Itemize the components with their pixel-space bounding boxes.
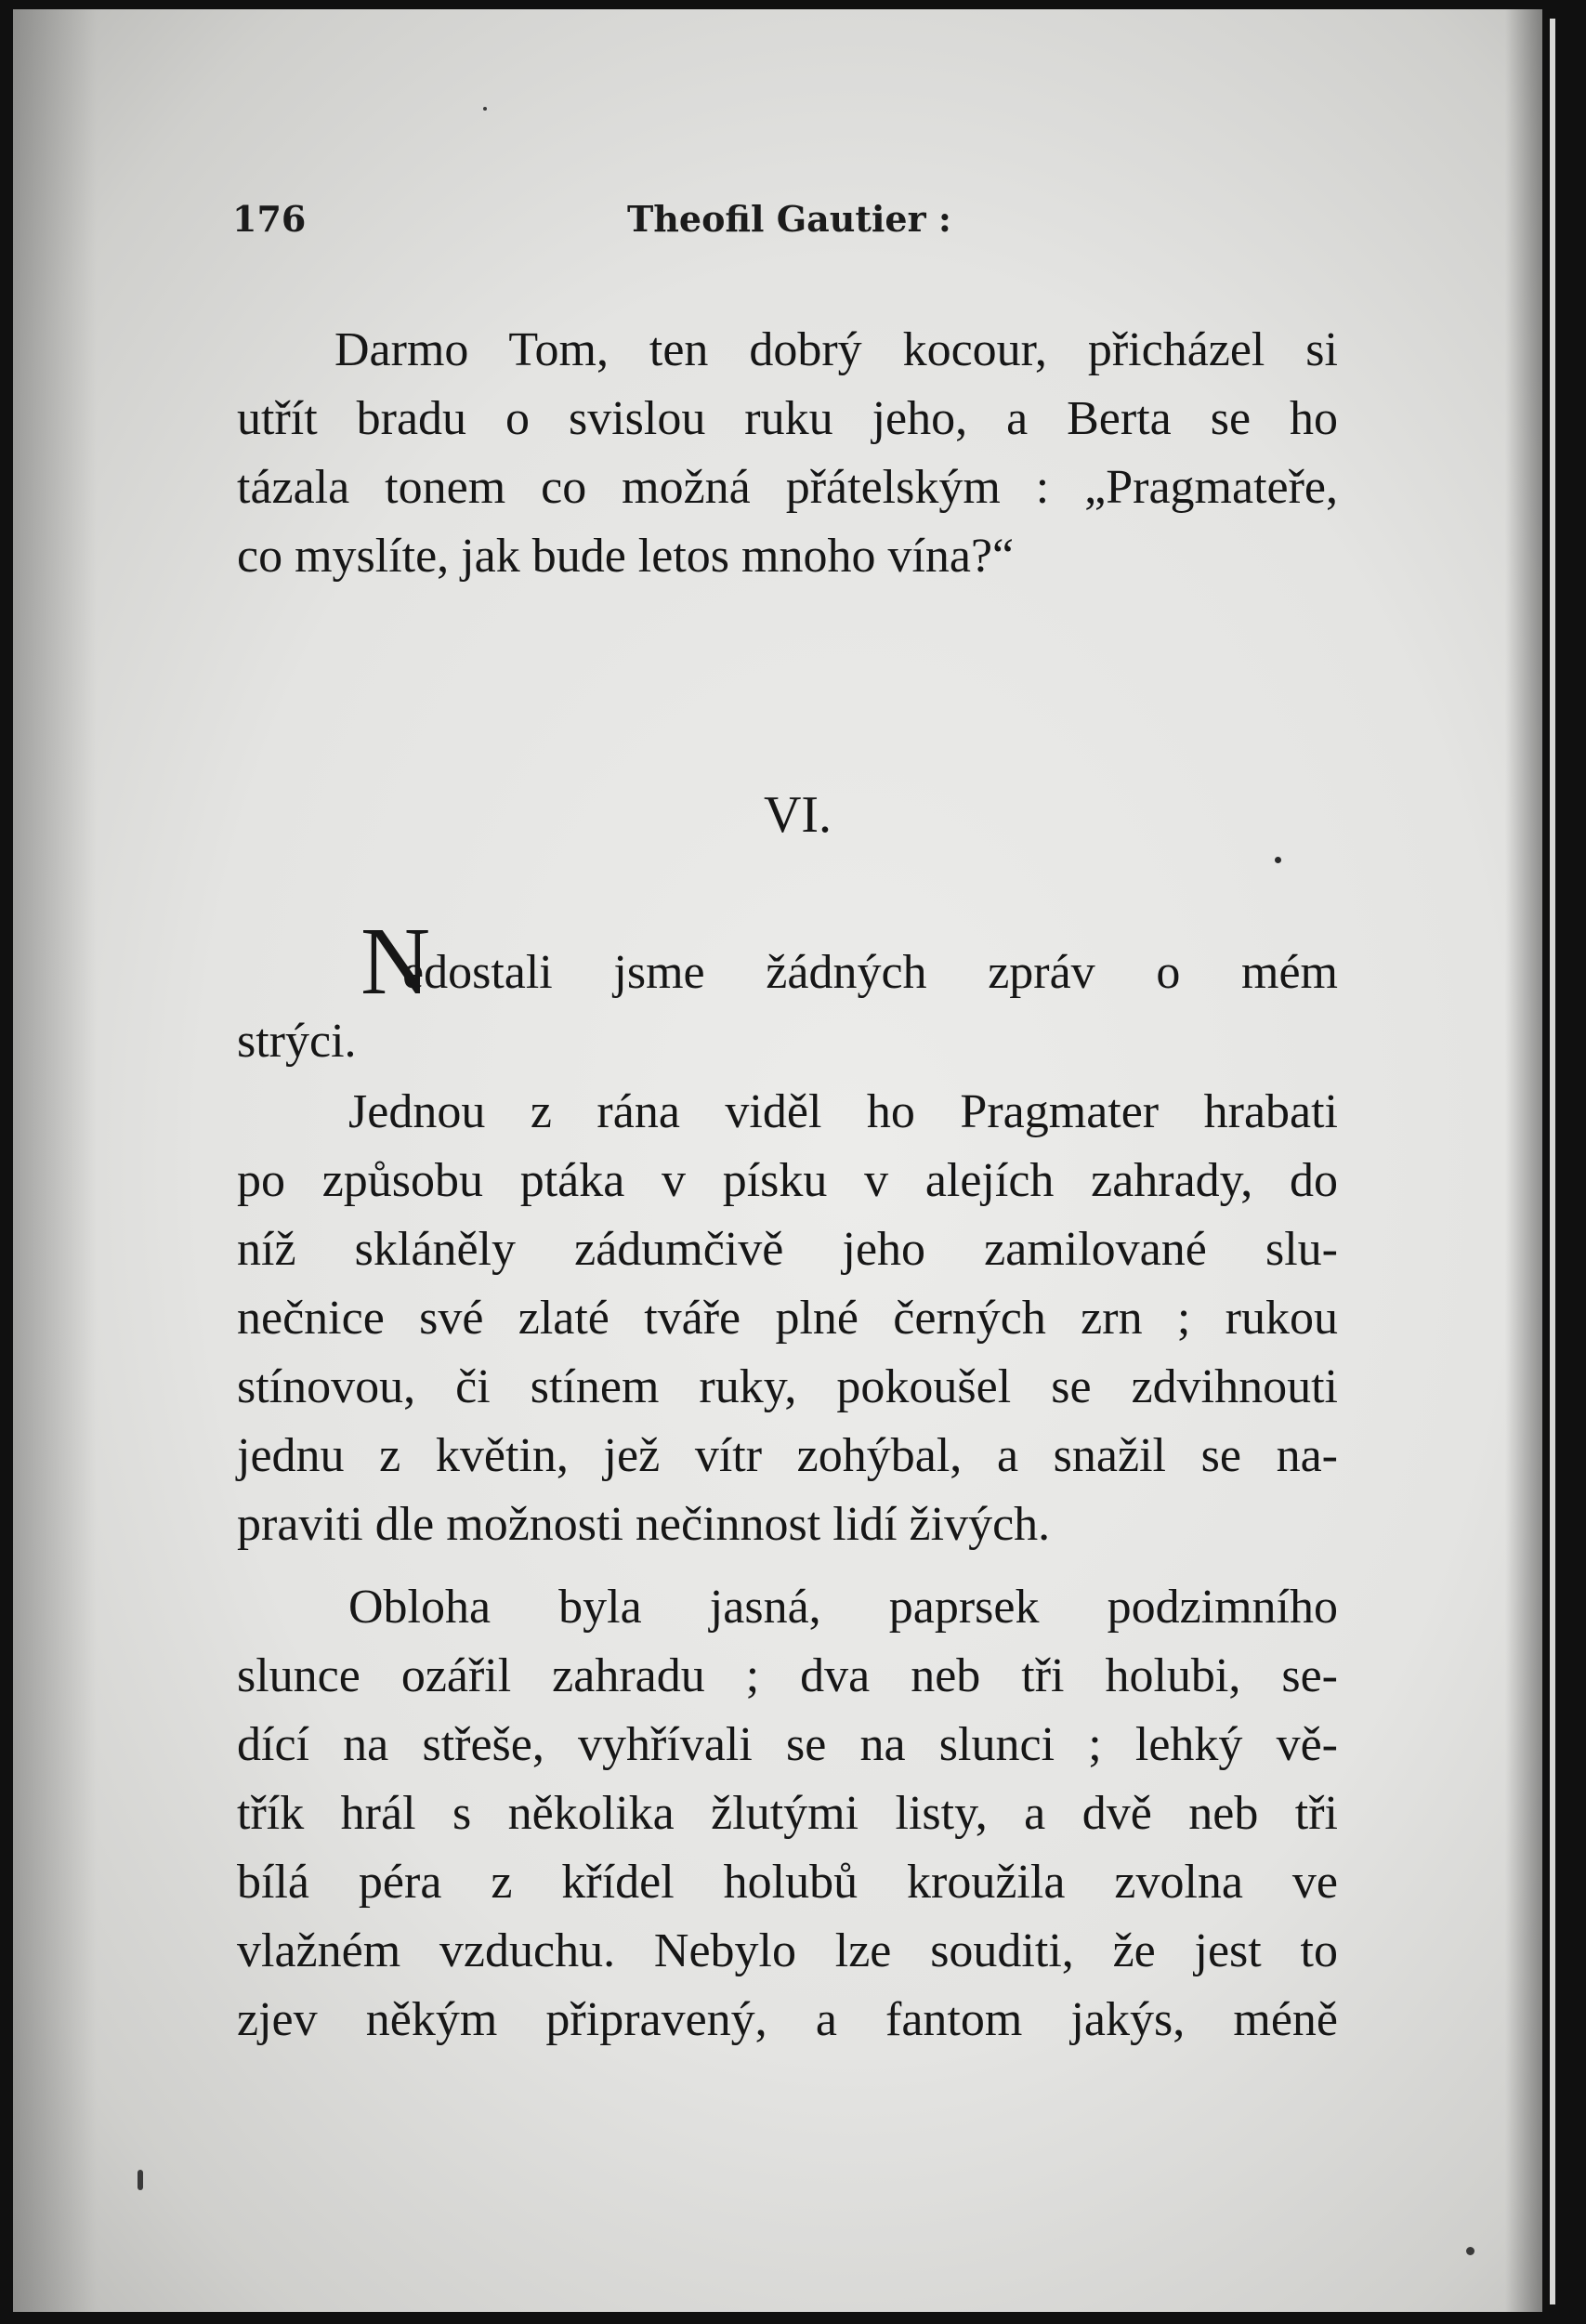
text-line: Darmo Tom, ten dobrý kocour, přicházel si [334,323,1338,376]
paragraph-2 [237,939,1338,1076]
text-line: bílá péra z křídel holubů kroužila zvolna ve [237,1856,1338,1909]
running-title: Theofil Gautier : [627,198,951,240]
text-line: dící na střeše, vyhřívali se na slunci ; lehký vě- [237,1718,1338,1771]
page-number: 176 [232,198,307,240]
text-line: utřít bradu o svislou ruku jeho, a Berta se ho [237,392,1338,445]
print-speck [1466,2247,1475,2255]
print-speck [483,107,487,111]
text-line: tázala tonem co možná přátelským : „Pragmateře, [237,461,1338,514]
paragraph-1 [237,316,1338,591]
paragraph-4 [237,1573,1338,2055]
text-line: praviti dle možnosti nečinnost lidí živých. [237,1498,1051,1551]
text-line: co myslíte, jak bude letos mnoho vína?“ [237,530,1015,583]
paragraph-3 [237,1078,1338,1559]
text-line: stínovou, či stínem ruky, pokoušel se zdvihnouti [237,1360,1338,1413]
text-line: Jednou z rána viděl ho Pragmater hrabati [348,1085,1338,1138]
text-line: třík hrál s několika žlutými listy, a dvě neb tři [237,1787,1338,1840]
chapter-heading: VI. [763,786,832,844]
text-line: slunce ozářil zahradu ; dva neb tři holubi, se- [237,1649,1338,1702]
text-line: níž skláněly zádumčivě jeho zamilované slu- [237,1223,1338,1276]
running-head [232,198,1347,244]
text-line: edostali jsme žádných zpráv o mém [402,946,1338,999]
text-line: Obloha byla jasná, paprsek podzimního [348,1581,1338,1634]
text-line: jednu z květin, jež vítr zohýbal, a snažil se na- [237,1429,1338,1482]
text-line: zjev někým připravený, a fantom jakýs, méně [237,1993,1338,2046]
adjacent-page-edge [1550,19,1555,2304]
text-line: po způsobu ptáka v písku v alejích zahrady, do [237,1154,1338,1207]
drop-initial: N [360,908,431,1015]
text-line: nečnice své zlaté tváře plné černých zrn ; rukou [237,1292,1338,1345]
print-speck [138,2170,143,2190]
print-speck [1275,857,1281,863]
text-line: strýci. [237,1015,357,1068]
text-line: vlažném vzduchu. Nebylo lze souditi, že jest to [237,1924,1338,1977]
